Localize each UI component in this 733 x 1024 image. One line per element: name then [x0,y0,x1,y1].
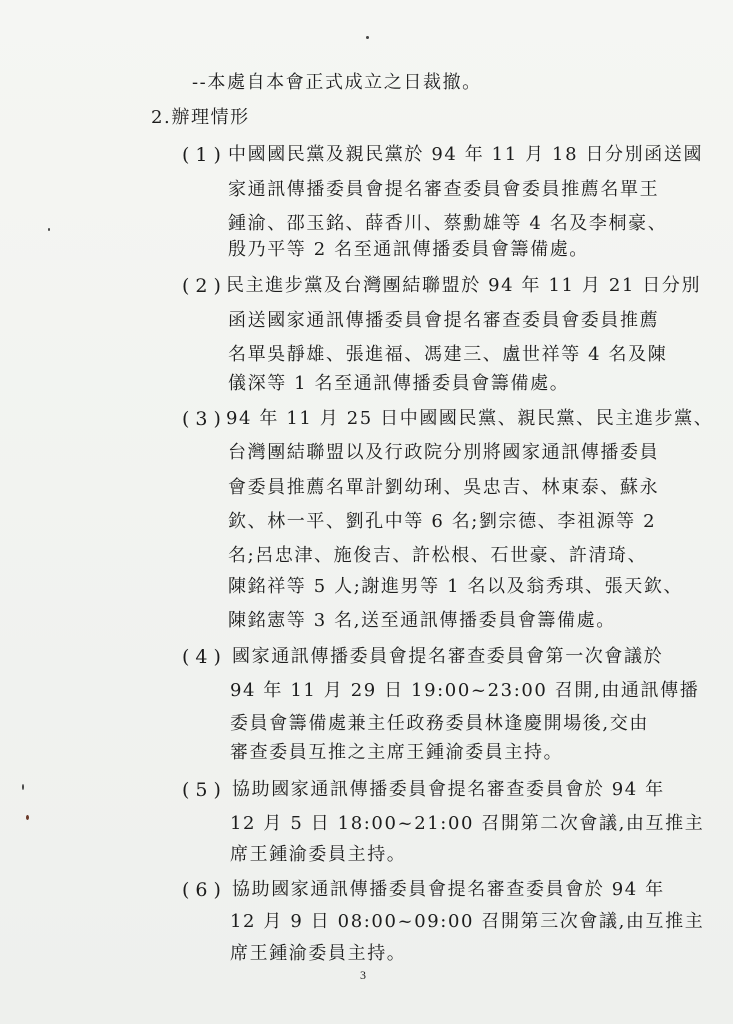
item-line: 欽、林一平、劉孔中等 6 名;劉宗德、李祖源等 2 [228,511,657,532]
scan-speck [48,228,50,231]
item-line: 94 年 11 月 25 日中國國民黨、親民黨、民主進步黨、 [226,408,714,429]
section-heading: 2.辦理情形 [151,107,250,128]
page-number: 3 [360,968,366,982]
item-line: 委員會籌備處兼主任政務委員林逢慶開場後,交由 [230,713,649,734]
item-line: 94 年 11 月 29 日 19:00~23:00 召開,由通訊傳播 [230,680,700,701]
item-line: 審查委員互推之主席王鍾渝委員主持。 [230,742,564,763]
lead-line: --本處自本會正式成立之日裁撤。 [192,72,482,93]
item-line: 民主進步黨及台灣團結聯盟於 94 年 11 月 21 日分別 [226,275,702,296]
item-line: 名單吳靜雄、張進福、馮建三、盧世祥等 4 名及陳 [228,344,668,365]
item-line: 家通訊傳播委員會提名審查委員會委員推薦名單王 [228,179,660,200]
item-marker: (2) [182,275,227,297]
item-marker: (4) [182,646,227,668]
item-line: 陳銘憲等 3 名,送至通訊傳播委員會籌備處。 [228,610,616,631]
item-marker: (3) [182,408,227,430]
item-line: 會委員推薦名單計劉幼琍、吳忠吉、林東泰、蘇永 [228,477,660,498]
item-line: 函送國家通訊傳播委員會提名審查委員會委員推薦 [228,310,660,331]
item-line: 協助國家通訊傳播委員會提名審查委員會於 94 年 [232,779,665,800]
item-line: 協助國家通訊傳播委員會提名審查委員會於 94 年 [232,879,665,900]
scan-speck [366,36,369,39]
item-line: 國家通訊傳播委員會提名審查委員會第一次會議於 [232,646,664,667]
item-line: 席王鍾渝委員主持。 [230,844,407,865]
item-line: 鍾渝、邵玉銘、薛香川、蔡勳雄等 4 名及李桐豪、 [228,213,668,234]
item-line: 中國國民黨及親民黨於 94 年 11 月 18 日分別函送國 [228,144,704,165]
item-line: 儀深等 1 名至通訊傳播委員會籌備處。 [228,373,570,394]
item-line: 陳銘祥等 5 人;謝進男等 1 名以及翁秀琪、張天欽、 [228,576,684,597]
item-marker: (6) [182,879,227,901]
item-line: 12 月 5 日 18:00~21:00 召開第二次會議,由互推主 [230,813,705,834]
item-marker: (5) [182,779,227,801]
scan-speck [22,784,24,790]
item-line: 殷乃平等 2 名至通訊傳播委員會籌備處。 [228,239,589,260]
item-line: 12 月 9 日 08:00~09:00 召開第三次會議,由互推主 [230,911,705,932]
item-marker: (1) [182,144,227,166]
item-line: 席王鍾渝委員主持。 [230,943,407,964]
item-line: 台灣團結聯盟以及行政院分別將國家通訊傳播委員 [228,442,660,463]
item-line: 名;呂忠津、施俊吉、許松根、石世豪、許清琦、 [228,545,648,566]
scan-speck [26,815,29,820]
